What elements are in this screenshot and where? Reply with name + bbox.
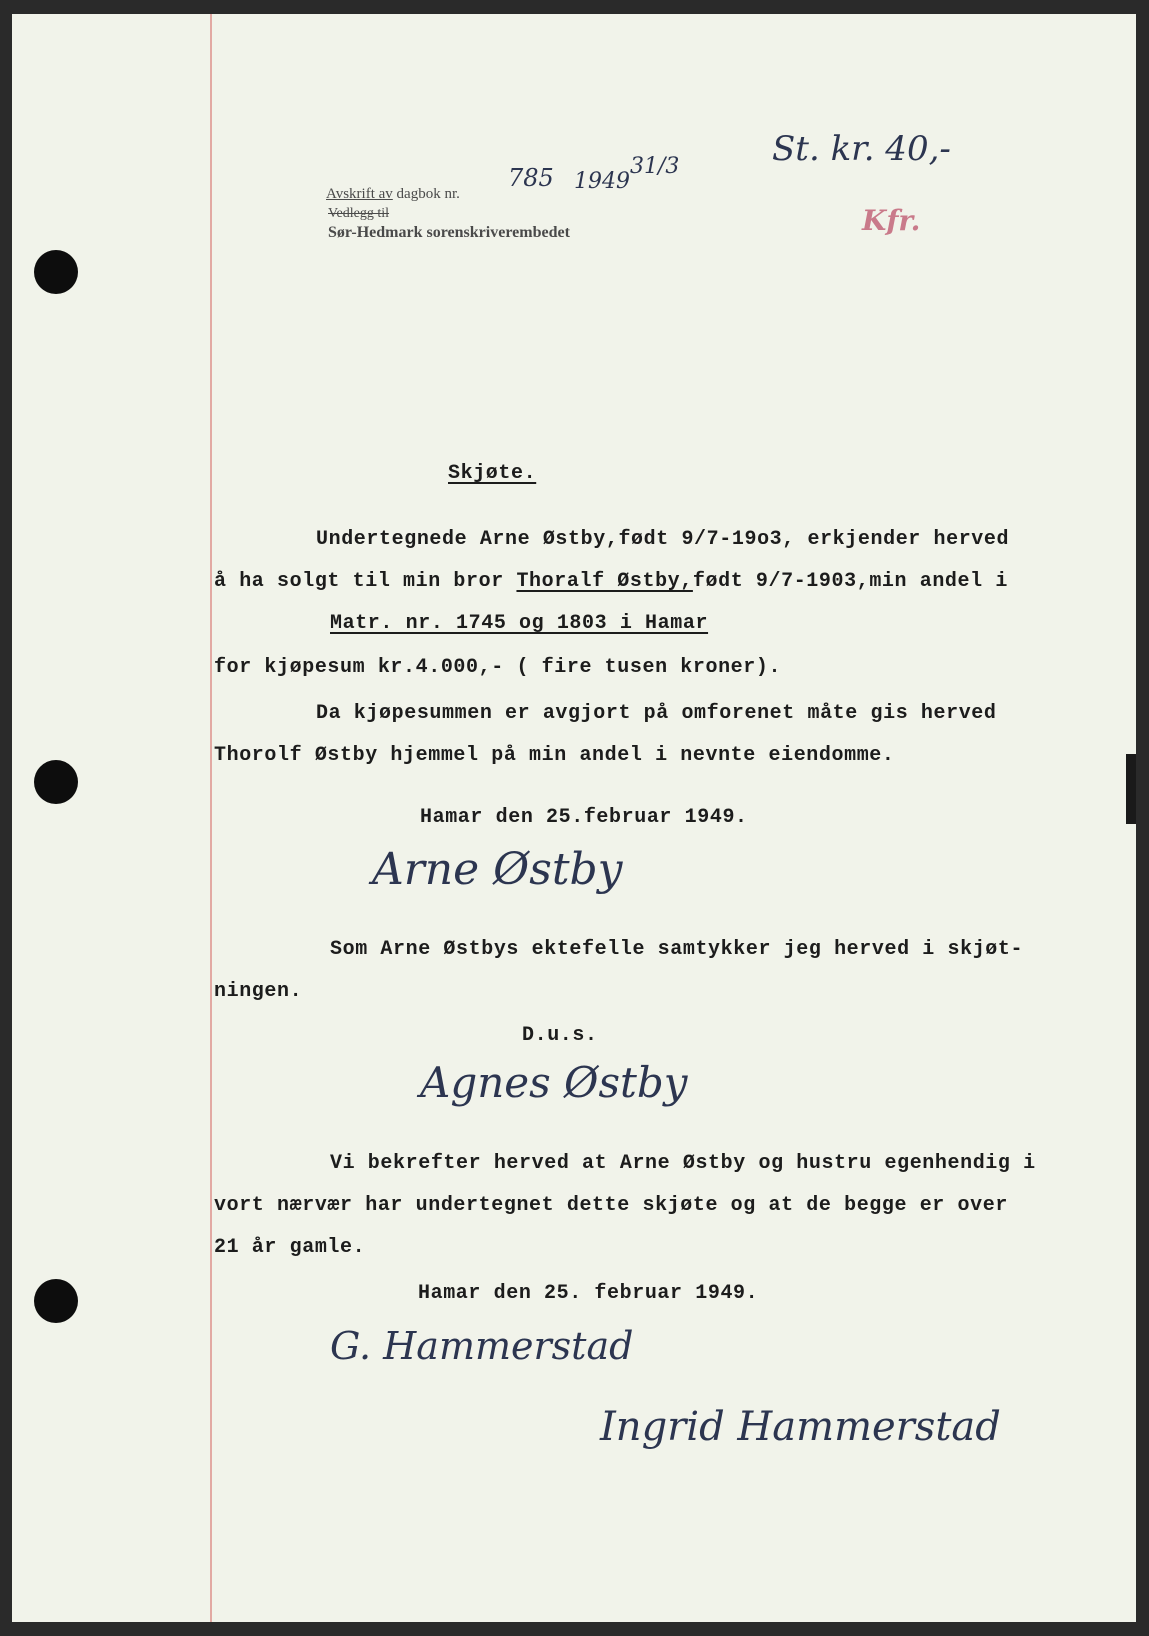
fee-note: St. kr. 40,- bbox=[772, 129, 951, 169]
dagbok-date: 31/3 bbox=[630, 154, 680, 179]
place-date-1: Hamar den 25.februar 1949. bbox=[420, 806, 748, 829]
place-date-2: Hamar den 25. februar 1949. bbox=[418, 1282, 759, 1305]
paragraph-1-line-1: Undertegnede Arne Østby,født 9/7-19o3, erkjender herved bbox=[316, 528, 1010, 551]
paragraph-3-line-2: ningen. bbox=[214, 980, 303, 1003]
buyer-name: Thoralf Østby, bbox=[516, 570, 693, 593]
signature-witness-1: G. Hammerstad bbox=[330, 1324, 634, 1368]
dagbok-year: 1949 bbox=[574, 169, 630, 194]
paragraph-4-line-1: Vi bekrefter herved at Arne Østby og hustru egenhendig i bbox=[330, 1152, 1036, 1175]
stamp-vedlegg: Vedlegg til bbox=[328, 206, 390, 221]
signature-arne: Arne Østby bbox=[372, 844, 623, 895]
kfr-mark: Kfr. bbox=[862, 204, 921, 237]
dus-label: D.u.s. bbox=[522, 1024, 598, 1047]
page-edge-shadow bbox=[1126, 754, 1136, 824]
p1-text-a: å ha solgt til min bror bbox=[214, 570, 517, 593]
punch-hole bbox=[34, 1279, 78, 1323]
document-title: Skjøte. bbox=[448, 462, 537, 485]
signature-witness-2: Ingrid Hammerstad bbox=[600, 1404, 1001, 1450]
margin-line bbox=[210, 14, 212, 1622]
paragraph-2-line-1: Da kjøpesummen er avgjort på omforenet måte gis herved bbox=[316, 702, 997, 725]
dagbok-number: 785 bbox=[508, 164, 554, 192]
stamp-line-1 bbox=[326, 186, 460, 203]
document-page bbox=[12, 14, 1136, 1622]
paragraph-3-line-1: Som Arne Østbys ektefelle samtykker jeg herved i skjøt- bbox=[330, 938, 1024, 961]
paragraph-1-line-4: for kjøpesum kr.4.000,- ( fire tusen kroner). bbox=[214, 656, 782, 679]
stamp-office: Sør-Hedmark sorenskriverembedet bbox=[328, 224, 570, 241]
paragraph-2-line-2: Thorolf Østby hjemmel på min andel i nevnte eiendomme. bbox=[214, 744, 895, 767]
paragraph-1-line-2 bbox=[214, 570, 1008, 593]
punch-hole bbox=[34, 250, 78, 294]
p1-text-b: født 9/7-1903,min andel i bbox=[692, 570, 1008, 593]
signature-agnes: Agnes Østby bbox=[420, 1058, 688, 1107]
punch-hole bbox=[34, 760, 78, 804]
stamp-dagbok-label: dagbok nr. bbox=[396, 186, 460, 202]
paragraph-4-line-3: 21 år gamle. bbox=[214, 1236, 366, 1259]
paragraph-4-line-2: vort nærvær har undertegnet dette skjøte og at de begge er over bbox=[214, 1194, 1008, 1217]
stamp-avskrift: Avskrift av bbox=[326, 186, 393, 202]
property-reference: Matr. nr. 1745 og 1803 i Hamar bbox=[330, 612, 709, 635]
